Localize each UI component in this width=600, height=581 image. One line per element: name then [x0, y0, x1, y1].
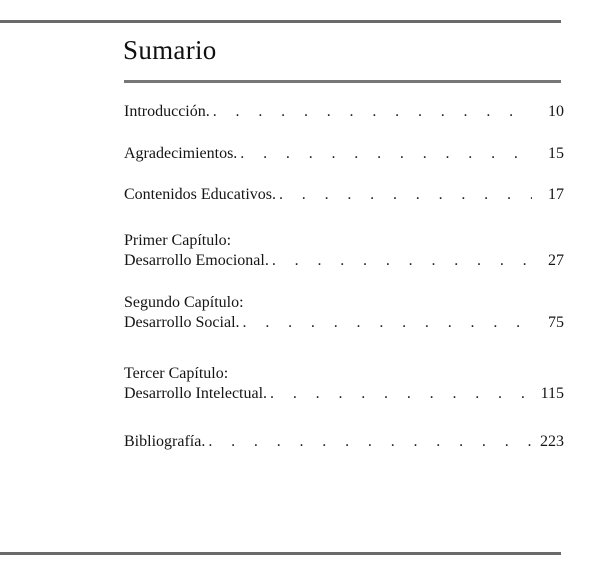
- dot-leader: [272, 251, 532, 271]
- toc-line: [124, 384, 564, 404]
- toc-entry-label: Introducción.: [124, 103, 210, 120]
- toc-line: [124, 185, 564, 205]
- chapter-heading: Segundo Capítulo:: [124, 294, 244, 311]
- top-rule: [0, 20, 561, 23]
- dot-leader: [240, 144, 532, 164]
- toc-entry-segundo-capitulo[interactable]: [124, 293, 564, 333]
- toc-page-number: 27: [548, 252, 564, 269]
- toc-page-number: 115: [540, 385, 564, 402]
- toc-entry-primer-capitulo[interactable]: [124, 231, 564, 271]
- chapter-heading: Tercer Capítulo:: [124, 365, 229, 382]
- page-title: Sumario: [123, 35, 217, 65]
- dot-leader: [213, 102, 532, 122]
- toc-page-number: 15: [548, 145, 564, 162]
- toc-line: [124, 432, 564, 452]
- toc-line: [124, 102, 564, 122]
- toc-entry-agradecimientos[interactable]: [124, 144, 564, 164]
- toc-entry-label: Desarrollo Social.: [124, 314, 240, 331]
- toc-entry-label: Bibliografía.: [124, 433, 206, 450]
- toc-page-number: 17: [548, 186, 564, 203]
- toc-entry-label: Desarrollo Intelectual.: [124, 385, 268, 402]
- toc-entry-label: Contenidos Educativos.: [124, 186, 276, 203]
- dot-leader: [243, 313, 532, 333]
- dot-leader: [208, 432, 532, 452]
- toc-entry-label: Desarrollo Emocional.: [124, 252, 269, 269]
- toc-entry-tercer-capitulo[interactable]: [124, 364, 564, 404]
- toc-line: [124, 144, 564, 164]
- title-underline-rule: [124, 80, 561, 83]
- dot-leader: [270, 384, 532, 404]
- toc-page-number: 10: [548, 103, 564, 120]
- toc-entry-introduccion[interactable]: [124, 102, 564, 122]
- toc-entry-bibliografia[interactable]: [124, 432, 564, 452]
- toc-line: [124, 313, 564, 333]
- dot-leader: [279, 185, 532, 205]
- toc-page-number: 223: [540, 433, 564, 450]
- toc-entry-label: Agradecimientos.: [124, 145, 238, 162]
- toc-entry-contenidos-educativos[interactable]: [124, 185, 564, 205]
- chapter-heading: Primer Capítulo:: [124, 232, 232, 249]
- bottom-rule: [0, 552, 561, 555]
- toc-page-number: 75: [548, 314, 564, 331]
- toc-line: [124, 251, 564, 271]
